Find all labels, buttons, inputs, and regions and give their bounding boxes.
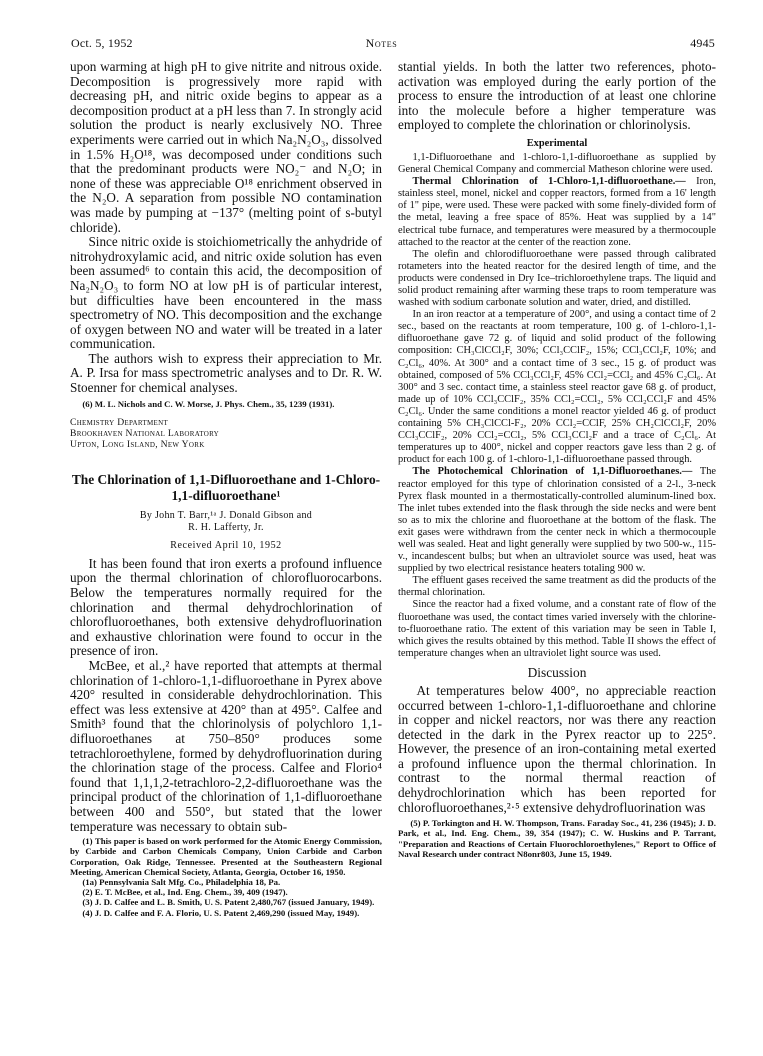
footnote-6: (6) M. L. Nichols and C. W. Morse, J. Phys. Chem., 35, 1239 (1931). (82, 398, 335, 409)
footnotes-block (70, 836, 382, 918)
author-byline (70, 510, 382, 534)
paragraph-text: Iron, stainless steel, monel, nickel and copper reactors, formed from a 16' length of 1" pipe, were used. These were packed with some finely-divided form of the metal, leaving a free space of 85%. Heat was supplied by a 14" electrical tube furnace, and temperatures were measured by a thermocouple attached to the reactor at the center of the reaction zone. (398, 176, 716, 248)
section-heading-discussion: Discussion (527, 664, 587, 680)
affiliation-line: Upton, Long Island, New York (70, 438, 205, 450)
received-date: Received April 10, 1952 (170, 539, 282, 551)
author-line: R. H. Lafferty, Jr. (188, 521, 264, 533)
paragraph: The effluent gases received the same treatment as did the products of the thermal chlorination. (398, 575, 716, 599)
footnote-5: (5) P. Torkington and H. W. Thompson, Trans. Faraday Soc., 41, 236 (1945); J. D. Park, et al., Ind. Eng. Chem., 39, 354 (1947); C. W. Huskins and P. Tarrant, "Preparation and Reactions of Certain Fluorochloroethylenes," Report to Office of Naval Research under contract N8onr803, June 15, 1949. (398, 818, 716, 859)
subsection-heading-thermal: Thermal Chlorination of 1-Chloro-1,1-difluoroethane.— (412, 176, 686, 188)
paragraph: Since the reactor had a fixed volume, and a constant rate of flow of the fluoroethane was used, the contact times varied inversely with the chlorine-to-fluoroethane ratio. The extent of this variation may be seen in Table I, which gives the results obtained by this method. Table II shows the effect of temperature changes when an ultraviolet light source was used. (398, 599, 716, 659)
paragraph: 1,1-Difluoroethane and 1-chloro-1,1-difluoroethane as supplied by General Chemical Company and commercial Matheson chlorine were used. (398, 151, 716, 176)
intro-paragraph: It has been found that iron exerts a profound influence upon the thermal chlorination of chlorofluorocarbons. Below the temperatures normally required for the chlorination and thermal dehydrochlorination of chlorofluoroethanes, both extensive dehydrofluorination and exhaustive chlorination were found to occur in the presence of iron. (70, 555, 382, 659)
right-column (398, 60, 716, 859)
footnote-1a: (1a) Pennsylvania Salt Mfg. Co., Philadelphia 18, Pa. (82, 876, 281, 887)
paragraph: In an iron reactor at a temperature of 200°, and using a contact time of 2 sec., based on the reactants at room temperature, 100 g. of 1-chloro-1,1-difluoroethane gave 72 g. of liquid and solid product of the following composition: CH₃ClCCl₂F, 30%; CCl₃CClF₂, 15%; CCl₃CCl₂F, 10%; and C₂Cl₆, 40%. At 300° and a contact time of 3 sec., 15 g. of product was obtained, composed of 5% CCl₃CCl₂F, 45% CCl₂=CCl₂ and 45% C₂Cl₆. At 300° and 3 sec. contact time, a stainless steel reactor gave 68 g. of product, made up of 10% CCl₃CClF₂, 35% CCl₂=CCl₂, 5% CCl₂CCl₂F and 45% C₂Cl₆. Under the same conditions a monel reactor yielded 46 g. of product containing 5% CH₃ClCCl-F₂, 20% CCl₂=CClF, 25% CH₂ClCCl₂F, 20% CCl₃CClF₂, 20% CCl₂=CCl₂, 5% CCl₃CCl₂F and a trace of C₂Cl₆. At temperatures up to 400°, nickel and copper reactors gave less than 2 g. of product for each 100 g. of 1-chloro-1,1-difluoroethane passed through. (398, 309, 716, 466)
article-title: The Chlorination of 1,1-Difluoroethane and 1-Chloro-1,1-difluoroethane¹ (71, 471, 381, 503)
footnote-3: (3) J. D. Calfee and L. B. Smith, U. S. Patent 2,480,767 (issued January, 1949). (82, 897, 375, 908)
paragraph-photochemical (398, 466, 716, 575)
footnote-4: (4) J. D. Calfee and F. A. Florio, U. S. Patent 2,469,290 (issued May, 1949). (82, 907, 360, 918)
header-section: Notes (365, 36, 398, 50)
header-page-number: 4945 (690, 36, 715, 50)
paragraph-text: The reactor employed for this type of chlorination consisted of a 2-l., 3-neck Pyrex flask mounted in a thermostatically-controlled aluminum-lined box. The inlet tubes extended into the flask through the side necks and were bent so as to mix the chlorine and fluoroethane at the bottom of the flask. The exit gases were withdrawn from the center neck in which a thermocouple well was sealed. Heat and light generally were supplied by two 500-w., 115-v., incandescent bulbs; but when an ultraviolet source was used, heat was supplied by two electrical resistance heaters totaling 900 w. (398, 466, 716, 575)
paragraph: The olefin and chlorodifluoroethane were passed through calibrated rotameters into the heated reactor for the desired length of time, and the products were condensed in Dry Ice–trichloroethylene traps. The liquid and solid product remaining after warming these traps to room temperature was washed with sodium carbonate solution and water, dried, and distilled. (398, 248, 716, 309)
continued-paragraph: upon warming at high pH to give nitrite and nitrous oxide. Decomposition is progressively more rapid with decreasing pH, and nitric oxide begins to appear as a decomposition product at a pH less than 7. In strongly acid solution the product is nearly exclusively NO. Three experiments were carried out in which Na₂N₂O₃, dissolved in 1.5% H₂O¹⁸, was decomposed under conditions such that the predominant products were NO₂⁻ and N₂O; in none of these was appreciable O¹⁸ enrichment observed in the N₂O. A separation from possible NO contamination was made by pumping at −137° (melting point of s-butyl chloride). (70, 59, 382, 235)
section-heading-experimental: Experimental (526, 137, 588, 149)
affiliation-block (70, 417, 382, 450)
left-column (70, 60, 382, 918)
continued-paragraph: stantial yields. In both the latter two references, photo-activation was employed during the early portion of the process to ensure the introduction of at least one chlorine into the molecule before a higher temperature was employed to complete the chlorination or chlorinolysis. (398, 59, 716, 133)
paragraph: McBee, et al.,² have reported that attempts at thermal chlorination of 1-chloro-1,1-difluoroethane in Pyrex above 420° resulted in considerable dehydrochlorination. This effect was less extensive at 420° than at 495°. Calfee and Smith³ found that the chlorinolysis of polychloro 1,1-difluoroethanes at 750–850° produces some tetrachloroethylene, formed by dehydrofluorination during the chlorination stage of the process. Calfee and Florio⁴ found that 1,1,1,2-tetrachloro-2,2-difluoroethane was the principal product of the chlorination of 1,1-difluoroethane between 400 and 550°, but stated that the lower temperature was necessary to obtain sub- (70, 658, 382, 834)
author-line: By John T. Barr,¹ᵃ J. Donald Gibson and (139, 509, 313, 521)
paragraph: At temperatures below 400°, no appreciable reaction occurred between 1-chloro-1,1-difluoroethane and chlorine in copper and nickel reactors, nor was there any reaction detected in the dark in the Pyrex reactor up to 225°. However, the presence of an iron-containing metal exerted a profound influence upon the thermal chlorination. In contrast to the normal thermal reaction of dehydrochlorination which has been reported for chlorofluoroethanes,²·⁵ extensive dehydrofluorination was (398, 682, 716, 815)
acknowledgment-paragraph: The authors wish to express their appreciation to Mr. A. P. Irsa for mass spectrometric analyses and to Dr. R. W. Stoenner for chemical analyses. (70, 350, 382, 396)
affiliation-line: Brookhaven National Laboratory (70, 427, 220, 439)
paragraph-thermal (398, 176, 716, 249)
paragraph: Since nitric oxide is stoichiometrically the anhydride of nitrohydroxylamic acid, and nitric oxide solution has even been assumed⁶ to contain this acid, the decomposition of Na₂N₂O₃ to form NO at low pH is of particular interest, but difficulties have been encountered in the mass spectrometry of NO. This decomposition and the exchange of oxygen between NO and water will be treated in a later communication. (70, 234, 382, 352)
footnote-1: (1) This paper is based on work performed for the Atomic Energy Commission, by Carbide and Carbon Chemicals Company, Union Carbide and Carbon Corporation, Oak Ridge, Tennessee. Presented at the Southeastern Regional Meeting, American Chemical Society, Atlanta, Georgia, October 16, 1950. (70, 836, 382, 877)
affiliation-line: Chemistry Department (70, 416, 169, 428)
header-date: Oct. 5, 1952 (71, 36, 133, 50)
footnote-2: (2) E. T. McBee, et al., Ind. Eng. Chem., 39, 409 (1947). (82, 887, 288, 898)
subsection-heading-photochemical: The Photochemical Chlorination of 1,1-Difluoroethanes.— (412, 466, 693, 478)
